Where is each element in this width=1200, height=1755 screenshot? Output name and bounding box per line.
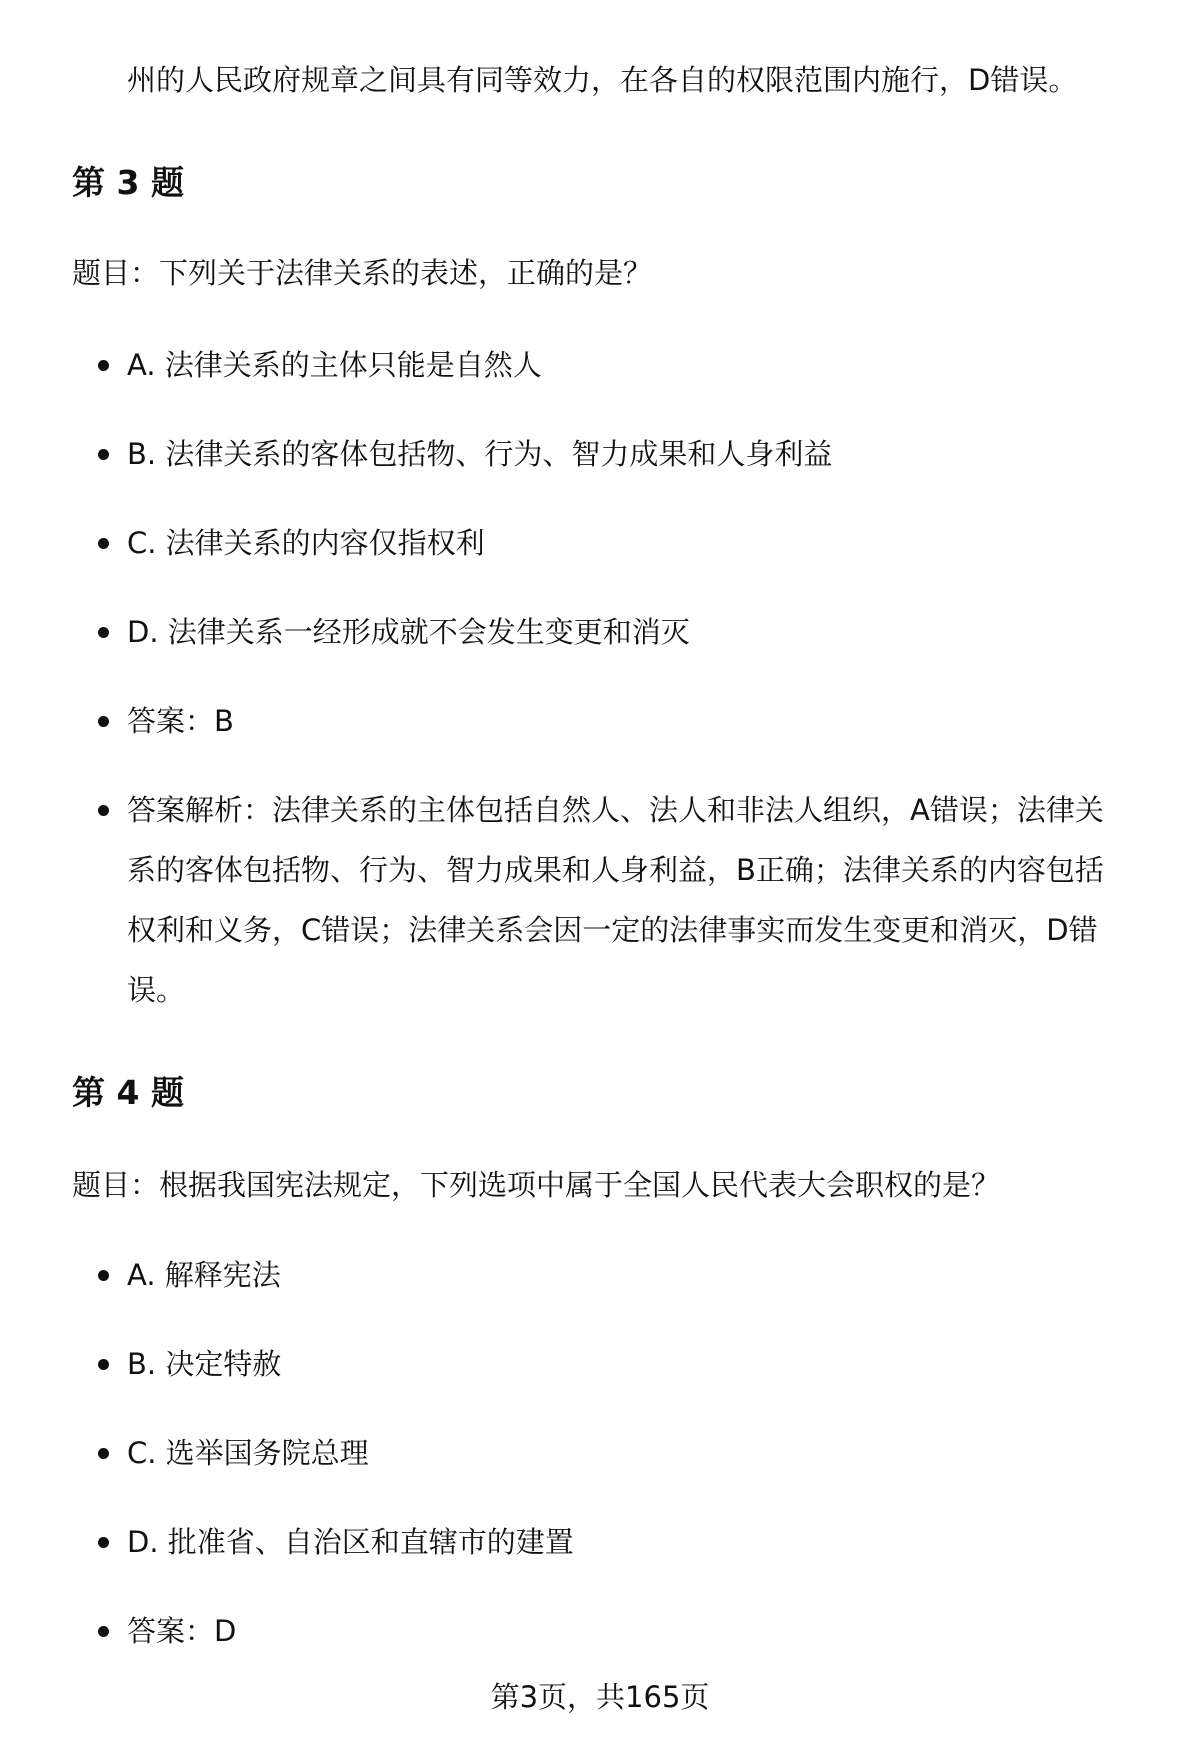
- answer-text: 答案：B: [127, 704, 234, 738]
- option-text: D. 批准省、自治区和直辖市的建置: [127, 1525, 574, 1559]
- explanation-line: 权利和义务，C错误；法律关系会因一定的法律事实而发生变更和消灭，D错: [127, 913, 1098, 947]
- bullet-icon: [98, 360, 109, 371]
- page-footer: 第3页，共165页: [490, 1680, 710, 1714]
- answer-text: 答案：D: [127, 1614, 237, 1648]
- question-3-title: 第 3 题: [72, 163, 184, 202]
- continuation-text: 州的人民政府规章之间具有同等效力，在各自的权限范围内施行，D错误。: [127, 63, 1078, 97]
- question-4-stem: 题目：根据我国宪法规定，下列选项中属于全国人民代表大会职权的是？: [72, 1168, 1001, 1202]
- bullet-icon: [98, 627, 109, 638]
- bullet-icon: [98, 1359, 109, 1370]
- option-text: B. 法律关系的客体包括物、行为、智力成果和人身利益: [127, 437, 833, 471]
- bullet-icon: [98, 1270, 109, 1281]
- bullet-icon: [98, 805, 109, 816]
- option-text: A. 解释宪法: [127, 1258, 281, 1292]
- explanation-line: 误。: [127, 973, 186, 1007]
- explanation-text: [127, 780, 1137, 1020]
- bullet-icon: [98, 449, 109, 460]
- option-text: C. 选举国务院总理: [127, 1436, 369, 1470]
- question-3-stem: 题目：下列关于法律关系的表述，正确的是？: [72, 256, 653, 290]
- explanation-line: 答案解析：法律关系的主体包括自然人、法人和非法人组织，A错误；法律关: [127, 793, 1104, 827]
- bullet-icon: [98, 1448, 109, 1459]
- option-text: C. 法律关系的内容仅指权利: [127, 526, 485, 560]
- bullet-icon: [98, 1537, 109, 1548]
- question-4-title: 第 4 题: [72, 1073, 184, 1112]
- option-text: D. 法律关系一经形成就不会发生变更和消灭: [127, 615, 690, 649]
- option-text: B. 决定特赦: [127, 1347, 282, 1381]
- option-text: A. 法律关系的主体只能是自然人: [127, 348, 542, 382]
- bullet-icon: [98, 716, 109, 727]
- explanation-line: 系的客体包括物、行为、智力成果和人身利益，B正确；法律关系的内容包括: [127, 853, 1104, 887]
- bullet-icon: [98, 538, 109, 549]
- bullet-icon: [98, 1626, 109, 1637]
